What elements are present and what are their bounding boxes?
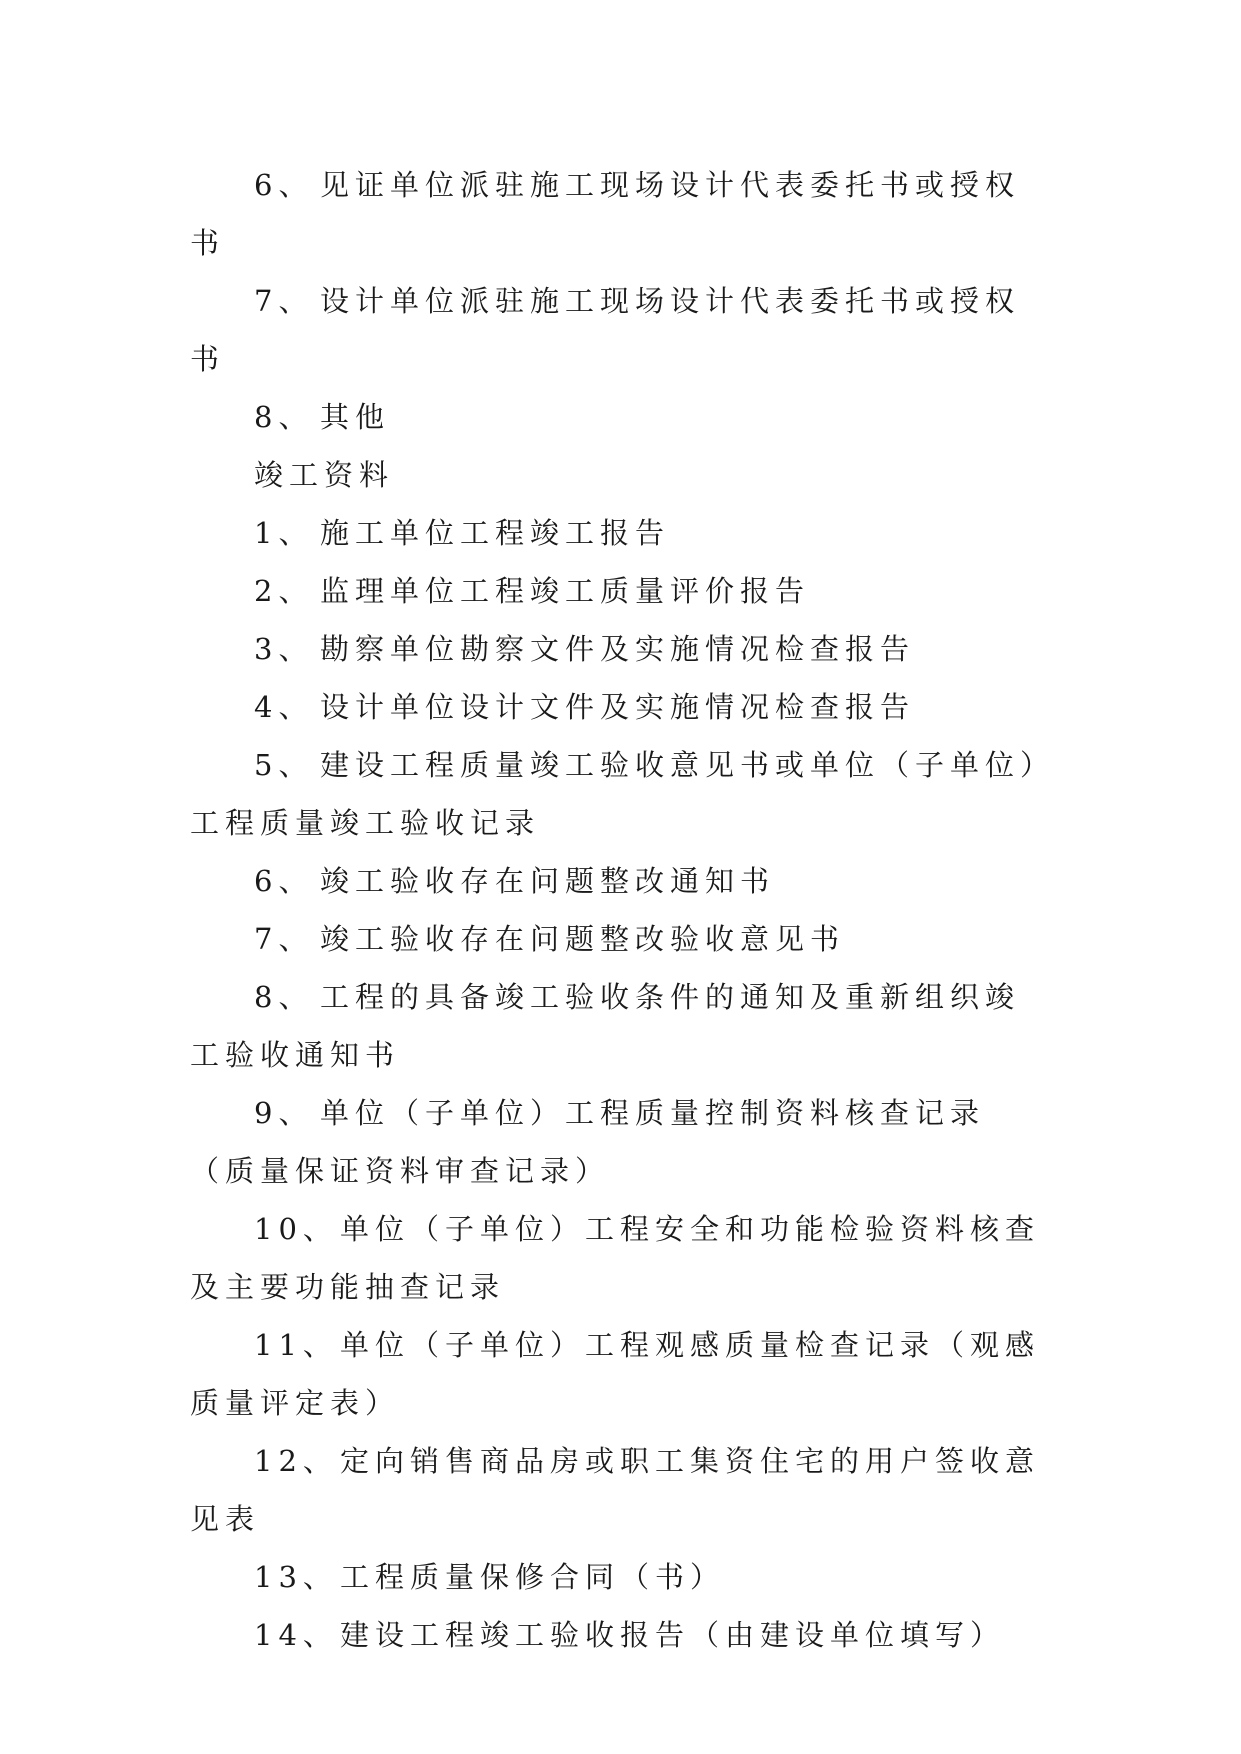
list-item [190, 968, 1054, 1084]
list-item [190, 1084, 1054, 1200]
item-text: 建设工程质量竣工验收意见书或单位（子单位）工程质量竣工验收记录 [190, 748, 1041, 840]
list-item [190, 910, 1054, 968]
item-number: 7、 [254, 284, 314, 318]
item-number: 10、 [254, 1212, 338, 1246]
document-body [190, 156, 1054, 1664]
list-item [190, 388, 1054, 446]
item-text: 勘察单位勘察文件及实施情况检查报告 [320, 632, 916, 666]
item-text: 监理单位工程竣工质量评价报告 [320, 574, 811, 608]
item-number: 2、 [254, 574, 314, 608]
item-text: 单位（子单位）工程观感质量检查记录（观感质量评定表） [190, 1328, 1041, 1420]
item-text: 竣工验收存在问题整改通知书 [320, 864, 776, 898]
list-item [190, 620, 1054, 678]
item-text: 单位（子单位）工程安全和功能检验资料核查及主要功能抽查记录 [190, 1212, 1041, 1304]
list-item [190, 1432, 1054, 1548]
item-text: 单位（子单位）工程质量控制资料核查记录（质量保证资料审查记录） [190, 1096, 986, 1188]
item-number: 13、 [254, 1560, 338, 1594]
list-item [190, 1606, 1054, 1664]
item-text: 设计单位设计文件及实施情况检查报告 [320, 690, 916, 724]
item-text: 设计单位派驻施工现场设计代表委托书或授权书 [190, 284, 1021, 376]
list-item [190, 852, 1054, 910]
item-number: 4、 [254, 690, 314, 724]
list-item [190, 1316, 1054, 1432]
list-item [190, 1548, 1054, 1606]
item-number: 11、 [254, 1328, 338, 1362]
item-text: 其他 [320, 400, 391, 434]
item-text: 施工单位工程竣工报告 [320, 516, 671, 550]
item-number: 14、 [254, 1618, 338, 1652]
item-text: 建设工程竣工验收报告（由建设单位填写） [340, 1618, 1006, 1652]
list-item [190, 736, 1054, 852]
item-text: 工程质量保修合同（书） [340, 1560, 726, 1594]
item-number: 9、 [254, 1096, 314, 1130]
item-number: 3、 [254, 632, 314, 666]
item-number: 7、 [254, 922, 314, 956]
item-number: 5、 [254, 748, 314, 782]
item-text: 工程的具备竣工验收条件的通知及重新组织竣工验收通知书 [190, 980, 1021, 1072]
item-text: 竣工验收存在问题整改验收意见书 [320, 922, 846, 956]
item-number: 8、 [254, 400, 314, 434]
list-item [190, 156, 1054, 272]
list-item [190, 678, 1054, 736]
list-item [190, 562, 1054, 620]
section-heading [190, 446, 1054, 504]
section-heading-text: 竣工资料 [254, 458, 395, 492]
item-number: 6、 [254, 168, 314, 202]
item-number: 8、 [254, 980, 314, 1014]
item-text: 见证单位派驻施工现场设计代表委托书或授权书 [190, 168, 1021, 260]
list-item [190, 272, 1054, 388]
item-number: 12、 [254, 1444, 338, 1478]
item-number: 1、 [254, 516, 314, 550]
item-number: 6、 [254, 864, 314, 898]
item-text: 定向销售商品房或职工集资住宅的用户签收意见表 [190, 1444, 1041, 1536]
list-item [190, 1200, 1054, 1316]
list-item [190, 504, 1054, 562]
